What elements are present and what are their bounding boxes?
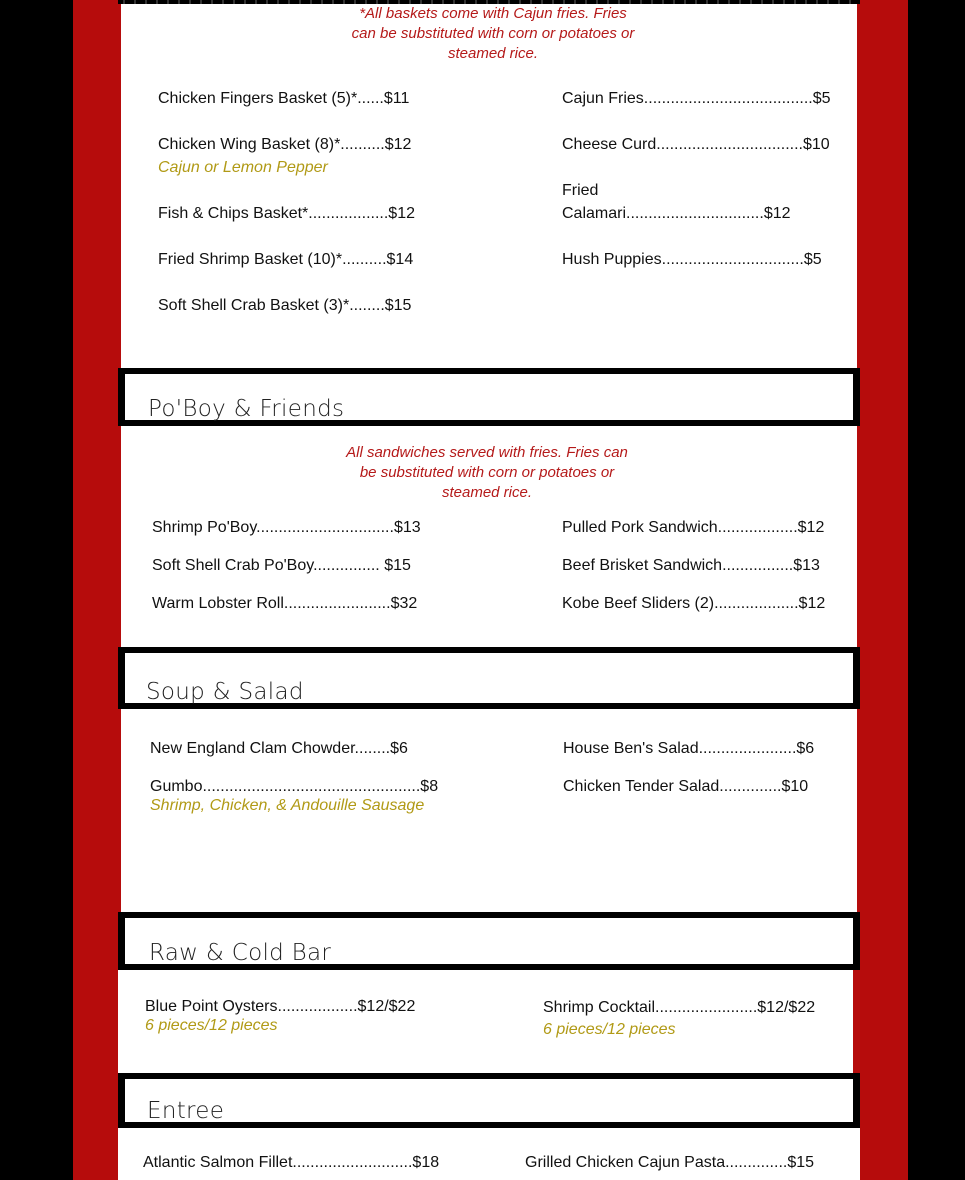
menu-item: Fish & Chips Basket*..................$12	[158, 205, 415, 222]
menu-item: Cajun Fries......................................$5	[562, 90, 831, 107]
menu-item: Cheese Curd.................................$10	[562, 136, 830, 153]
section-title: Raw & Cold Bar	[149, 940, 332, 966]
menu-item-description: Shrimp, Chicken, & Andouille Sausage	[150, 797, 425, 814]
menu-item: House Ben's Salad......................$6	[563, 740, 815, 757]
section-header	[118, 647, 860, 709]
menu-item: Hush Puppies................................$5	[562, 251, 822, 268]
menu-item: Blue Point Oysters..................$12/$22	[145, 998, 416, 1015]
menu-item-description: 6 pieces/12 pieces	[145, 1017, 278, 1034]
poboy-note-line: be substituted with corn or potatoes or	[359, 464, 615, 481]
menu-item: Fried Shrimp Basket (10)*..........$14	[158, 251, 414, 268]
section-title: Entree	[147, 1098, 225, 1124]
menu-item: Chicken Wing Basket (8)*..........$12	[158, 136, 412, 153]
section-header	[118, 912, 860, 970]
menu-item: Beef Brisket Sandwich................$13	[562, 557, 820, 574]
baskets-note-line: *All baskets come with Cajun fries. Fries	[359, 5, 627, 22]
menu-item: Pulled Pork Sandwich..................$12	[562, 519, 825, 536]
section-title: Soup & Salad	[146, 679, 304, 705]
baskets-note-line: steamed rice.	[447, 45, 539, 62]
baskets-note	[330, 4, 656, 64]
menu-item: Fried	[562, 182, 599, 199]
menu-item: Chicken Fingers Basket (5)*......$11	[158, 90, 410, 107]
menu-item: Warm Lobster Roll........................$32	[152, 595, 418, 612]
menu-item: Chicken Tender Salad..............$10	[563, 778, 809, 795]
menu-item: Gumbo.................................................$8	[150, 778, 439, 795]
menu-item: Grilled Chicken Cajun Pasta..............$15	[525, 1154, 815, 1171]
menu-item: Shrimp Po'Boy...............................$13	[152, 519, 421, 536]
menu-item: New England Clam Chowder........$6	[150, 740, 408, 757]
menu-item: Kobe Beef Sliders (2)...................$12	[562, 595, 826, 612]
menu-item: Atlantic Salmon Fillet...........................$18	[143, 1154, 440, 1171]
baskets-note-line: can be substituted with corn or potatoes or	[351, 25, 635, 42]
section-header	[118, 1073, 860, 1128]
menu-item: Shrimp Cocktail.......................$12/$22	[543, 999, 816, 1016]
menu-item: Calamari...............................$12	[562, 205, 791, 222]
poboy-note-line: All sandwiches served with fries. Fries can	[346, 444, 628, 461]
section-title: Po'Boy & Friends	[148, 396, 345, 422]
section-header	[118, 368, 860, 426]
poboy-note-line: steamed rice.	[441, 484, 533, 501]
menu-item-description: 6 pieces/12 pieces	[543, 1021, 676, 1038]
poboy-note	[328, 443, 646, 503]
menu-item-description: Cajun or Lemon Pepper	[158, 159, 328, 176]
menu-item: Soft Shell Crab Basket (3)*........$15	[158, 297, 412, 314]
menu-item: Soft Shell Crab Po'Boy............... $15	[152, 557, 411, 574]
